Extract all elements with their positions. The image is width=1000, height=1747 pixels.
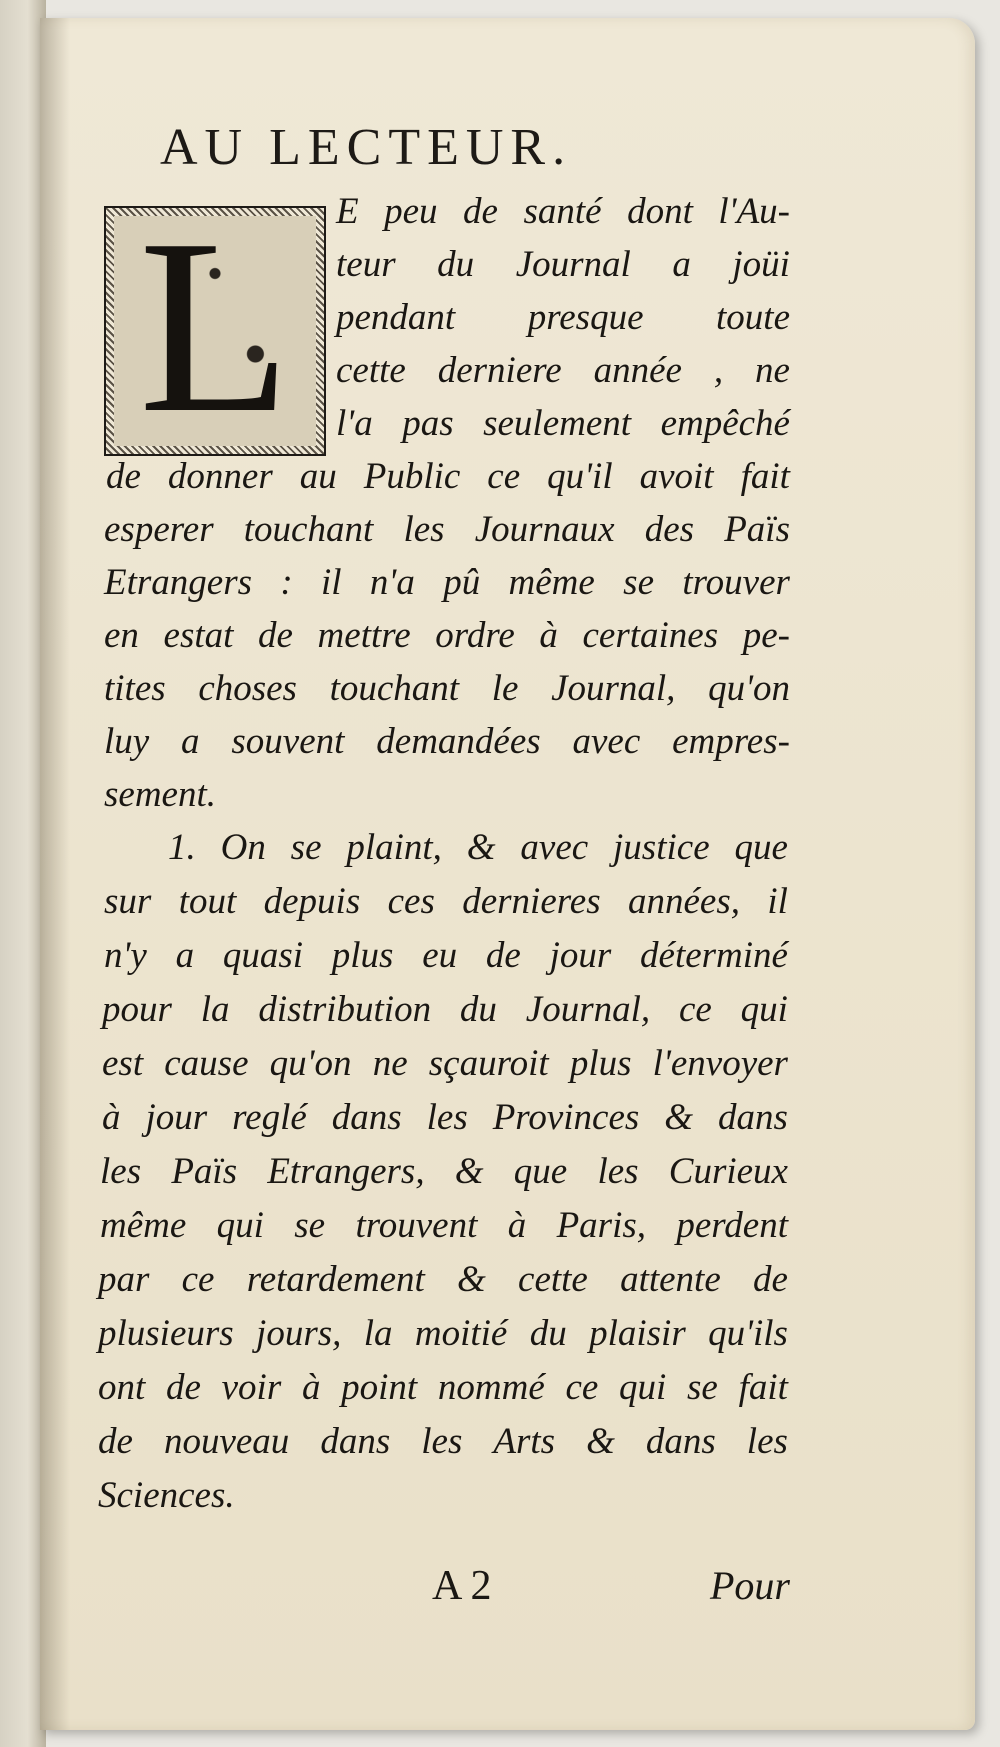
text-line: Sciences. [98, 1475, 235, 1516]
text-line: de nouveau dans les Arts & dans les [98, 1421, 788, 1462]
text-line: sur tout depuis ces dernieres années, il [104, 881, 788, 922]
page-title: AU LECTEUR. [160, 119, 573, 176]
text-line: n'y a quasi plus eu de jour déterminé [104, 935, 788, 976]
text-line: tites choses touchant le Journal, qu'on [104, 668, 790, 709]
catchword: Pour [710, 1563, 790, 1608]
text-line: plusieurs jours, la moitié du plaisir qu'ils [98, 1313, 788, 1354]
text-line: 1. On se plaint, & avec justice que [168, 827, 788, 868]
text-line: même qui se trouvent à Paris, perdent [100, 1205, 788, 1246]
text-line: les Païs Etrangers, & que les Curieux [100, 1151, 788, 1192]
decorated-initial [104, 188, 326, 465]
text-line: est cause qu'on ne sçauroit plus l'envoyer [102, 1043, 788, 1084]
text-line: en estat de mettre ordre à certaines pe- [104, 615, 790, 656]
text-line: par ce retardement & cette attente de [98, 1259, 788, 1300]
text-line: Etrangers : il n'a pû même se trouver [104, 562, 790, 603]
signature-mark: A 2 [432, 1563, 492, 1609]
text-line: pour la distribution du Journal, ce qui [102, 989, 788, 1030]
text-line: de donner au Public ce qu'il avoit fait [106, 456, 790, 497]
spine-shadow [40, 18, 70, 1730]
text-line: E peu de santé dont l'Au- [336, 191, 790, 232]
text-line: esperer touchant les Journaux des Païs [104, 509, 790, 550]
text-line: sement. [104, 774, 216, 815]
text-line: cette derniere année , ne [336, 350, 790, 391]
text-line: teur du Journal a joüi [336, 244, 790, 285]
text-line: l'a pas seulement empêché [336, 403, 790, 444]
initial-letter: L [138, 188, 292, 465]
text-line: pendant presque toute [336, 297, 790, 338]
text-line: luy a souvent demandées avec empres- [104, 721, 790, 762]
text-line: à jour reglé dans les Provinces & dans [102, 1097, 788, 1138]
text-line: ont de voir à point nommé ce qui se fait [98, 1367, 788, 1408]
